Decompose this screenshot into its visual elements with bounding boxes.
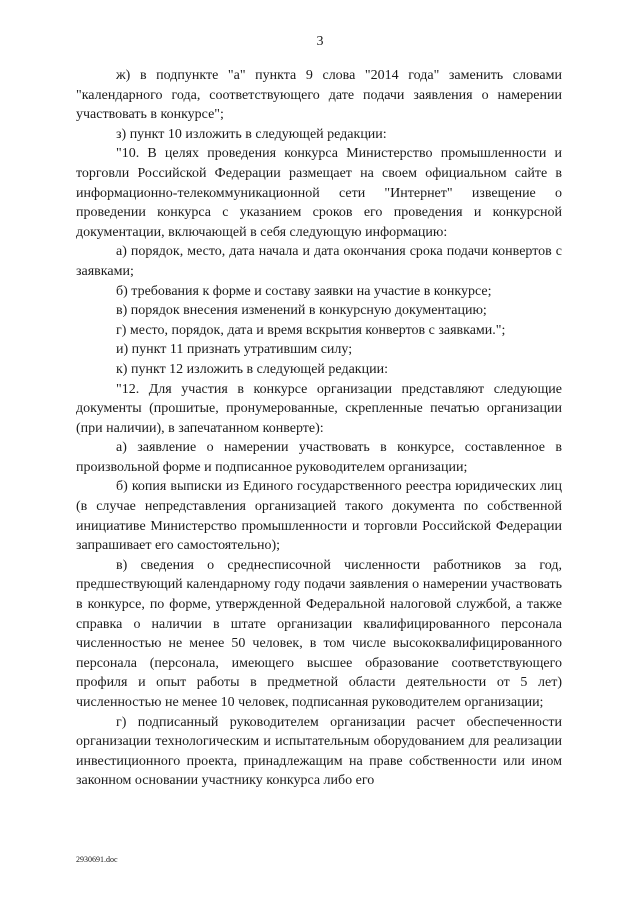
paragraph-12: "12. Для участия в конкурсе организации представляют следующие документы (прошитые, пронумерованные, скрепленные печатью организации (при наличии), в запечатанном конверте): <box>76 381 562 436</box>
paragraph-10-g: г) место, порядок, дата и время вскрытия конвертов с заявками."; <box>116 322 506 338</box>
paragraph-10-v: в) порядок внесения изменений в конкурсную документацию; <box>116 303 487 319</box>
paragraph-12-b: б) копия выписки из Единого государственного реестра юридических лиц (в случае непредставления организацией такого документа по собственной инициативе Министерство промышленности и торговли Российской Федерации запрашивает его самостоятельно); <box>76 479 562 554</box>
paragraph-zh: ж) в подпункте "а" пункта 9 слова "2014 года" заменить словами "календарного года, соответствующего дате подачи заявления о намерении участвовать в конкурсе"; <box>76 68 562 123</box>
paragraph-12-a: а) заявление о намерении участвовать в конкурсе, составленное в произвольной форме и подписанное руководителем организации; <box>76 440 562 475</box>
paragraph-k: к) пункт 12 изложить в следующей редакции: <box>116 361 388 377</box>
paragraph-10: "10. В целях проведения конкурса Министерство промышленности и торговли Российской Федерации размещает на своем официальном сайте в информационно-телекоммуникационной сети "Интернет" извещение о проведении конкурса с указанием сроков его проведения и конкурсной документации, включающей в себя следующую информацию: <box>76 146 562 240</box>
file-name-footer: 2930691.doc <box>76 855 118 864</box>
page-number: 3 <box>316 34 324 49</box>
paragraph-12-g: г) подписанный руководителем организации расчет обеспеченности организации технологическим и испытательным оборудованием для реализации инвестиционного проекта, принадлежащим на праве собственности или ином законном основании участнику конкурса либо его <box>76 714 562 789</box>
paragraph-i: и) пункт 11 признать утратившим силу; <box>116 342 353 358</box>
paragraph-12-v: в) сведения о среднесписочной численности работников за год, предшествующий календарному году подачи заявления о намерении участвовать в конкурсе, по форме, утвержденной Федеральной налоговой службой, а также справка о наличии в штате организации квалифицированного персонала численностью не менее 50 человек, в том числе высококвалифицированного персонала (персонала, имеющего высшее образование соответствующего профиля и опыт работы в предметной области деятельности от 5 лет) численностью не менее 10 человек, подписанная руководителем организации; <box>76 557 562 710</box>
paragraph-z: з) пункт 10 изложить в следующей редакции: <box>116 126 387 142</box>
paragraph-10-b: б) требования к форме и составу заявки на участие в конкурсе; <box>116 283 492 299</box>
paragraph-10-a: а) порядок, место, дата начала и дата окончания срока подачи конвертов с заявками; <box>76 244 562 279</box>
document-body <box>76 66 562 791</box>
